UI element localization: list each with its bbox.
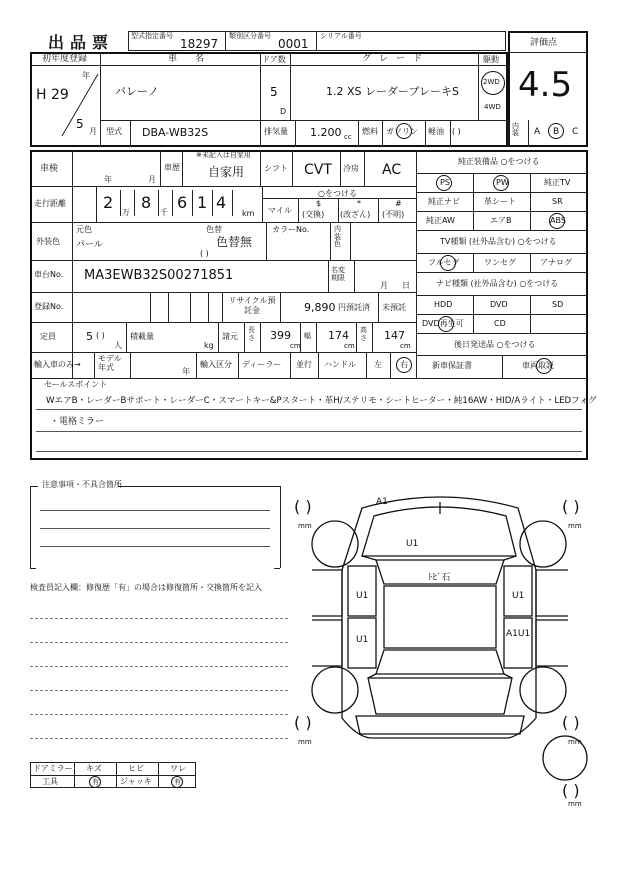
fuel-gas: ガソリン [386, 127, 418, 136]
mileage-altered-sym: * [357, 199, 361, 208]
jack-label: ジャッキ [120, 777, 152, 786]
interior-c: C [572, 127, 579, 137]
mileage-digit-3: 6 [177, 193, 188, 212]
caution-label: 注意事項・不具合箇所 [42, 480, 122, 489]
mileage-digit-4: 1 [197, 193, 208, 212]
mileage-label: 走行距離 [34, 199, 66, 208]
class-no-label: 類別区分番号 [229, 32, 271, 40]
handle-right: 右 [400, 360, 408, 369]
tv-fullseg: フルセグ [428, 258, 460, 267]
fuel-diesel: 軽油 [428, 127, 444, 136]
expiry-day: 日 [402, 281, 410, 290]
sales-line-2: ・電格ミラー [50, 417, 105, 427]
tool-present: 有 [92, 778, 99, 786]
mirror-break: ワレ [170, 764, 186, 773]
damage-u1-right-front: U1 [512, 591, 525, 601]
tv-fullseg-circle [440, 255, 456, 271]
katashiki-label: 型式 [106, 127, 122, 136]
chassis-label: 車台No. [34, 270, 64, 279]
color-original: パール [76, 240, 103, 250]
history-note: ※未記入は自家用 [196, 151, 251, 159]
form-title: 出品票 [48, 33, 115, 52]
handle-left: 左 [374, 360, 382, 369]
opt-leather: 革シート [484, 197, 516, 206]
mileage-mark-label: ○をつける [318, 189, 357, 198]
tv-analog: アナログ [540, 258, 572, 267]
width-label: 幅 [304, 332, 311, 340]
height-label: 高さ [360, 326, 367, 342]
model-year-label: モデル年式 [98, 354, 122, 372]
registration-label: 登録No. [34, 302, 64, 311]
opt-abs-circle [549, 213, 565, 229]
height-value: 147 [384, 329, 405, 342]
std-equip-label: 純正装備品 ○をつける [458, 157, 540, 166]
handle-label: ハンドル [324, 360, 356, 369]
tread-mm-fr: mm [568, 522, 582, 530]
inspection-year-unit: 年 [104, 175, 112, 184]
car-damage-diagram [290, 488, 590, 808]
cooling-value: AC [382, 162, 402, 178]
opt-abs: ABS [550, 216, 566, 225]
tread-bracket-rl: ( ) [294, 713, 312, 732]
mileage-unit-man: 万 [122, 208, 130, 217]
interior-color-label: 内装色 [334, 225, 341, 249]
mileage-exchanged: (交換) [302, 210, 325, 219]
color-paren: ( ) [200, 249, 209, 258]
fuel-label: 燃料 [362, 127, 378, 136]
shift-value: CVT [304, 162, 332, 178]
score-value: 4.5 [518, 65, 573, 105]
mileage-digit-5: 4 [216, 193, 227, 212]
nav-dvd: DVD [490, 300, 508, 309]
opt-airbag: エアB [490, 216, 512, 225]
damage-u1-hood: U1 [406, 539, 419, 549]
mileage-unknown: (不明) [382, 210, 405, 219]
recycle-label: リサイクル預託金 [228, 296, 276, 315]
history-value: 自家用 [208, 165, 245, 179]
damage-stone-chip: ﾄﾋﾞ石 [428, 573, 451, 583]
color-label: 外装色 [36, 237, 60, 246]
capacity-label: 定員 [40, 332, 56, 341]
opt-ps: PS [440, 178, 450, 187]
opt-tv: 純正TV [544, 178, 571, 187]
cooling-label: 冷房 [343, 164, 359, 173]
grade-value: 1.2 XS レーダーブレーキS [326, 85, 459, 98]
import-type-label: 輸入区分 [200, 360, 232, 369]
not-deposited: 未預託 [382, 303, 406, 312]
interior-a: A [534, 127, 541, 137]
sales-line-1: WエアB・レーダーBサポート・レーダーC・スマートキー&Pスタート・革H/ステリモ・シートヒーター・純16AW・HID/Aライト・LEDフォグ [46, 396, 597, 406]
width-value: 174 [328, 329, 349, 342]
doors-label: ドア数 [262, 55, 286, 64]
capacity-person: 人 [114, 341, 122, 350]
send-warranty: 新車保証書 [432, 361, 472, 370]
damage-u1-left-rear: U1 [356, 635, 369, 645]
model-no-value: 18297 [180, 37, 219, 51]
tool-label: 工具 [42, 777, 58, 786]
tread-mm-spare: mm [568, 800, 582, 808]
mileage-digit-1: 2 [103, 193, 114, 212]
door-type: D [280, 107, 287, 116]
displacement-value: 1.200 [310, 126, 342, 139]
mileage-digit-2: 8 [141, 193, 152, 212]
sales-label: セールスポイント [44, 380, 108, 389]
tv-oneseg: ワンセグ [484, 258, 516, 267]
recycle-unit: 円預託済 [338, 303, 370, 312]
car-name-value: バレーノ [115, 85, 159, 98]
mileage-unit-sen: 千 [160, 208, 168, 217]
opt-navi: 純正ナビ [428, 197, 460, 206]
grade-label: グレード [362, 54, 431, 64]
mileage-mile: マイル [268, 206, 292, 215]
inspection-label: 車検 [40, 164, 59, 174]
nav-dvd-play-circle [438, 316, 454, 332]
jack-present-circle [171, 776, 183, 788]
color-change-value: 色替無 [216, 235, 253, 249]
mirror-crack: ヒビ [128, 764, 144, 773]
recycle-value: 9,890 [304, 301, 336, 314]
drive-4wd: 4WD [484, 103, 501, 111]
nav-dvd-play: DVD再生可 [422, 319, 464, 328]
class-no-value: 0001 [278, 37, 309, 51]
expiry-label: 名変期限 [331, 266, 345, 283]
tread-mm-fl: mm [298, 522, 312, 530]
inspection-month-unit: 月 [148, 175, 156, 184]
tread-mm-rr: mm [568, 738, 582, 746]
send-manual: 車両取説 [522, 361, 554, 370]
color-original-label: 元色 [76, 225, 92, 234]
model-no-label: 型式指定番号 [131, 32, 173, 40]
nav-label: ナビ種類 (社外品含む) ○をつける [436, 279, 559, 288]
import-parallel: 並行 [296, 360, 312, 369]
send-label: 後日発送品 ○をつける [454, 340, 536, 349]
color-change-label: 色替 [206, 225, 222, 234]
mileage-unknown-sym: # [395, 199, 402, 208]
fuel-gas-circle [396, 123, 412, 139]
chassis-value: MA3EWB32S00271851 [84, 268, 234, 283]
drive-2wd: 2WD [483, 78, 500, 86]
doors-value: 5 [270, 85, 278, 99]
car-name-label: 車名 [168, 54, 223, 64]
mileage-altered: (改ざん) [340, 210, 371, 219]
dim-label: 諸元 [222, 332, 238, 341]
opt-std-aw: 純正AW [426, 216, 455, 225]
length-label: 長さ [248, 326, 255, 342]
damage-a1: A1 [376, 497, 388, 507]
mirror-label: ドアミラー [33, 764, 73, 773]
nav-sd: SD [552, 300, 564, 309]
model-year-unit: 年 [182, 367, 190, 376]
height-cm: cm [400, 342, 411, 350]
jack-present: 有 [174, 778, 181, 786]
first-reg-year: H 29 [36, 87, 69, 103]
first-reg-label: 初年度登録 [42, 54, 88, 64]
year-unit: 年 [82, 71, 90, 80]
send-manual-circle [536, 358, 552, 374]
shift-label: シフト [264, 164, 288, 173]
width-cm: cm [344, 342, 355, 350]
mileage-exchanged-sym: $ [316, 199, 322, 208]
color-no-label: カラーNo. [272, 225, 310, 234]
capacity-paren: ( ) [96, 331, 105, 340]
katashiki-value: DBA-WB32S [142, 126, 209, 139]
length-value: 399 [270, 329, 291, 342]
opt-sr: SR [552, 197, 563, 206]
fuel-other: ( ) [452, 127, 461, 136]
interior-b: B [553, 127, 560, 137]
opt-pw-circle [493, 175, 509, 191]
length-cm: cm [290, 342, 301, 350]
damage-a1u1-right-rear: A1U1 [506, 629, 531, 639]
inspector-label: 検査員記入欄：修復歴「有」の場合は修復箇所・交換箇所を記入 [30, 583, 262, 592]
tread-bracket-fr: ( ) [562, 497, 580, 516]
month-unit: 月 [89, 127, 97, 136]
tool-present-circle [89, 776, 101, 788]
tread-bracket-rr: ( ) [562, 713, 580, 732]
nav-hdd: HDD [434, 300, 453, 309]
import-label: 輸入車のみ→ [34, 360, 81, 369]
mirror-scratch: キズ [86, 764, 102, 773]
tread-bracket-fl: ( ) [294, 497, 312, 516]
tv-label: TV種類 (社外品含む) ○をつける [440, 237, 557, 246]
mileage-km: km [242, 209, 255, 218]
nav-cd: CD [494, 319, 506, 328]
first-reg-month: 5 [76, 117, 84, 131]
serial-label: シリアル番号 [320, 32, 362, 40]
drive-label: 駆動 [483, 55, 499, 64]
history-label: 車歴 [164, 163, 180, 172]
load-kg: kg [204, 341, 214, 350]
score-label: 評価点 [530, 38, 558, 48]
opt-pw: PW [496, 178, 509, 187]
tread-mm-rl: mm [298, 738, 312, 746]
capacity-value: 5 [86, 330, 93, 343]
opt-ps-circle [436, 175, 452, 191]
damage-u1-left-front: U1 [356, 591, 369, 601]
expiry-month: 月 [380, 281, 388, 290]
load-label: 積載量 [130, 332, 154, 341]
tread-bracket-spare: ( ) [562, 781, 580, 800]
cc-unit: cc [344, 133, 352, 141]
import-dealer: ディーラー [242, 360, 282, 369]
displacement-label: 排気量 [264, 127, 288, 136]
interior-label: 内装 [512, 122, 519, 137]
